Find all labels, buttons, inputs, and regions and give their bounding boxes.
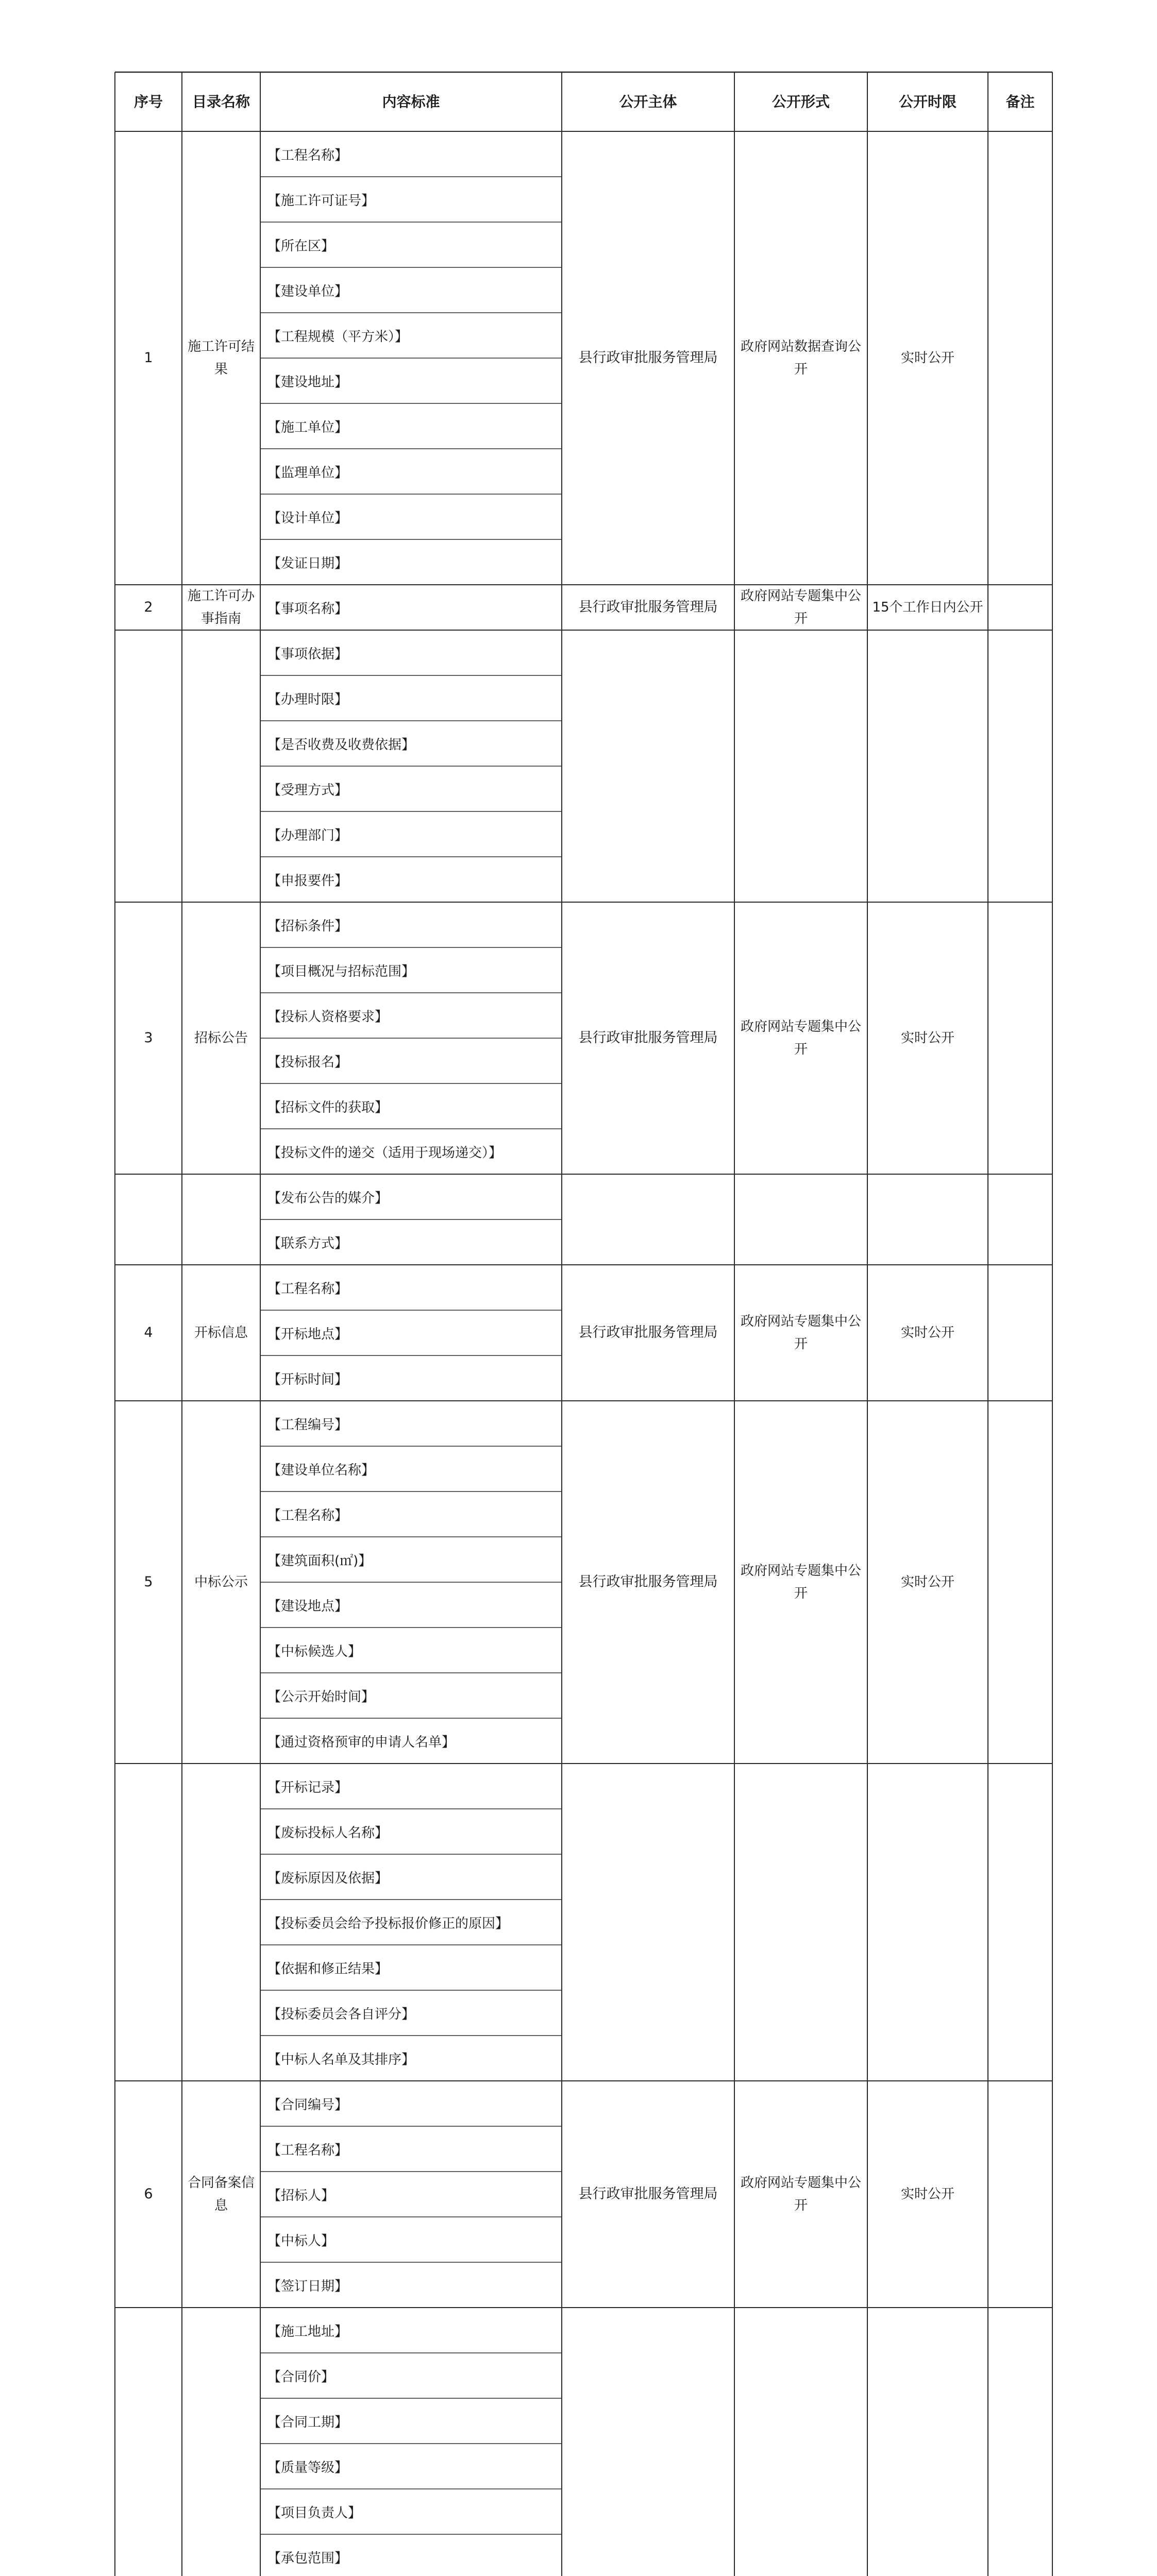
name-cell: 开标信息 [194,1325,248,1341]
content-item: 【发布公告的媒介】 [267,1190,389,1206]
time-cell: 实时公开 [900,1030,954,1046]
subject-cell: 县行政审批服务管理局 [578,1574,718,1590]
content-item: 【建筑面积(㎡)】 [267,1553,372,1569]
content-item: 【项目负责人】 [267,2505,362,2521]
name-cell: 施工许可办事指南 [187,588,255,626]
content-item: 【签订日期】 [267,2278,348,2294]
content-item: 【工程规模（平方米）】 [267,329,409,345]
content-item: 【建设地点】 [267,1598,348,1614]
seq-cell: 1 [144,350,153,366]
content-item: 【工程名称】 [267,2142,348,2158]
content-item: 【质量等级】 [267,2460,348,2476]
content-item: 【开标记录】 [267,1780,348,1795]
form-cell: 政府网站专题集中公开 [740,1314,861,1352]
header-cell: 内容标准 [382,93,440,110]
header-cell: 序号 [133,93,163,110]
subject-cell: 县行政审批服务管理局 [578,599,718,615]
content-item: 【事项依据】 [267,646,348,662]
form-cell: 政府网站专题集中公开 [740,1563,861,1601]
content-item: 【承包范围】 [267,2550,348,2566]
form-cell: 政府网站专题集中公开 [740,1019,861,1057]
content-item: 【工程名称】 [267,1507,348,1523]
seq-cell: 5 [144,1574,153,1590]
subject-cell: 县行政审批服务管理局 [578,1325,718,1341]
header-cell: 备注 [1005,93,1035,110]
content-item: 【公示开始时间】 [267,1689,375,1705]
subject-cell: 县行政审批服务管理局 [578,2186,718,2202]
content-item: 【是否收费及收费依据】 [267,737,415,753]
content-item: 【废标原因及依据】 [267,1870,389,1886]
content-item: 【施工单位】 [267,419,348,435]
header-cell: 目录名称 [192,93,250,110]
content-item: 【投标委员会给予投标报价修正的原因】 [267,1916,509,1931]
content-item: 【建设单位】 [267,283,348,299]
content-item: 【通过资格预审的申请人名单】 [267,1734,456,1750]
content-item: 【依据和修正结果】 [267,1961,389,1977]
seq-cell: 2 [144,599,153,615]
content-item: 【招标文件的获取】 [267,1099,389,1115]
form-cell: 政府网站数据查询公开 [740,339,861,377]
content-item: 【联系方式】 [267,1235,348,1251]
content-item: 【办理部门】 [267,827,348,843]
subject-cell: 县行政审批服务管理局 [578,1030,718,1046]
content-item: 【废标投标人名称】 [267,1825,389,1841]
content-item: 【申报要件】 [267,873,348,889]
header-cell: 公开主体 [619,93,677,110]
content-item: 【所在区】 [267,238,335,254]
time-cell: 15个工作日内公开 [872,600,983,615]
content-item: 【施工许可证号】 [267,193,375,209]
content-item: 【事项名称】 [267,601,348,617]
content-item: 【开标地点】 [267,1326,348,1342]
form-cell: 政府网站专题集中公开 [740,2175,861,2213]
content-item: 【工程名称】 [267,1281,348,1297]
name-cell: 施工许可结果 [187,339,255,377]
content-item: 【建设地址】 [267,374,348,390]
content-item: 【发证日期】 [267,555,348,571]
content-item: 【中标人】 [267,2233,335,2249]
content-item: 【投标人资格要求】 [267,1009,389,1025]
content-item: 【工程编号】 [267,1417,348,1433]
seq-cell: 3 [144,1030,153,1046]
subject-cell: 县行政审批服务管理局 [578,350,718,366]
content-item: 【项目概况与招标范围】 [267,963,415,979]
time-cell: 实时公开 [900,2187,954,2202]
content-item: 【开标时间】 [267,1371,348,1387]
content-item: 【招标人】 [267,2188,335,2204]
name-cell: 合同备案信息 [187,2175,255,2213]
header-cell: 公开形式 [772,93,830,110]
content-item: 【工程名称】 [267,147,348,163]
content-item: 【办理时限】 [267,691,348,707]
content-item: 【监理单位】 [267,465,348,481]
content-item: 【合同编号】 [267,2097,348,2113]
time-cell: 实时公开 [900,350,954,366]
content-item: 【合同价】 [267,2369,335,2385]
content-item: 【投标委员会各自评分】 [267,2006,415,2022]
content-item: 【合同工期】 [267,2414,348,2430]
time-cell: 实时公开 [900,1325,954,1341]
name-cell: 中标公示 [194,1574,248,1590]
content-item: 【中标人名单及其排序】 [267,2052,415,2067]
seq-cell: 6 [144,2186,153,2202]
name-cell: 招标公告 [194,1030,248,1046]
content-item: 【施工地址】 [267,2324,348,2340]
content-item: 【设计单位】 [267,510,348,526]
content-item: 【中标候选人】 [267,1643,362,1659]
content-item: 【投标报名】 [267,1054,348,1070]
header-cell: 公开时限 [898,93,957,110]
seq-cell: 4 [144,1325,153,1341]
content-item: 【招标条件】 [267,918,348,934]
content-item: 【建设单位名称】 [267,1462,375,1478]
time-cell: 实时公开 [900,1574,954,1590]
form-cell: 政府网站专题集中公开 [740,588,861,626]
content-item: 【受理方式】 [267,782,348,798]
content-item: 【投标文件的递交（适用于现场递交）】 [267,1145,502,1161]
